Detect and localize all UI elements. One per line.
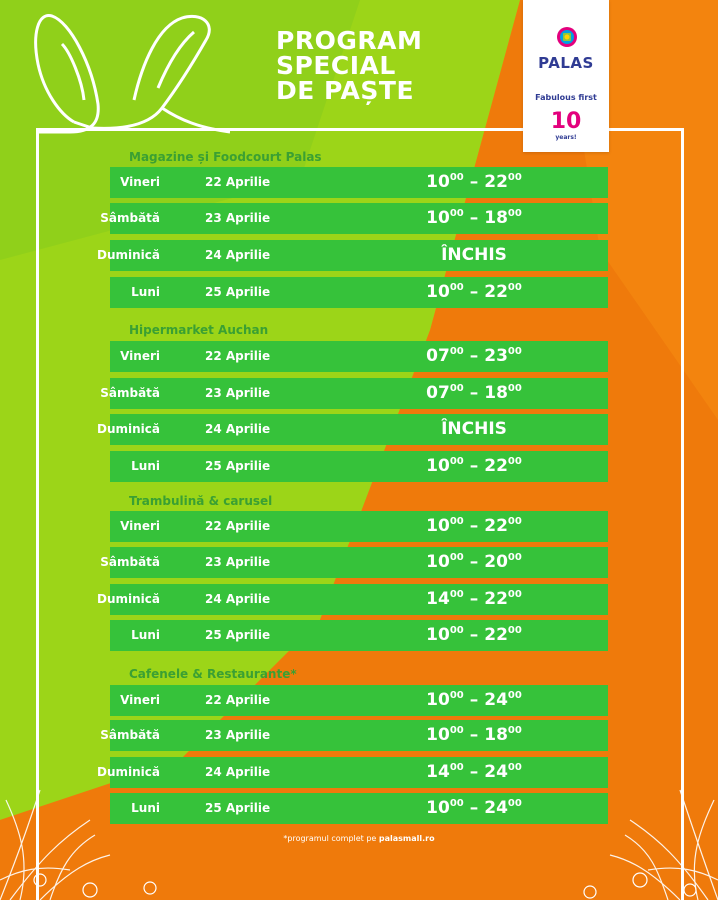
close-hour: 22 [484,172,508,192]
hours-separator: – [469,798,479,818]
row-day: Sâmbătă [100,386,160,400]
close-hour: 24 [484,762,508,782]
row-hours [396,277,552,308]
schedule-row [97,414,608,445]
row-hours [396,167,552,198]
anniversary-10-icon [550,104,582,136]
close-hour: 22 [484,625,508,645]
hours-separator: – [469,552,479,572]
section-title: Hipermarket Auchan [129,323,269,337]
row-date: 22 Aprilie [205,519,271,533]
row-date: 22 Aprilie [205,175,271,189]
row-day: Duminică [97,592,160,606]
hours-separator: – [469,172,479,192]
row-hours [396,511,552,542]
row-day: Sâmbătă [100,211,160,225]
row-hours [396,584,552,615]
open-minutes: 00 [449,282,464,293]
open-hour: 10 [426,625,450,645]
open-minutes: 00 [449,762,464,773]
close-minutes: 00 [507,172,522,183]
row-hours [396,203,552,234]
closed-label: ÎNCHIS [441,245,507,265]
palas-logo-icon [556,26,578,48]
schedule-row [110,451,608,482]
close-minutes: 00 [507,282,522,293]
brand-tagline: Fabulous first [535,93,597,102]
hours-separator: – [469,383,479,403]
open-hour: 10 [426,690,450,710]
close-minutes: 00 [507,208,522,219]
open-hour: 14 [426,589,450,609]
close-hour: 22 [484,589,508,609]
schedule-row [100,547,608,578]
open-minutes: 00 [449,625,464,636]
row-day: Duminică [97,765,160,779]
open-minutes: 00 [449,456,464,467]
schedule-row [110,167,608,198]
row-date: 23 Aprilie [205,211,271,225]
row-hours [396,341,552,372]
close-hour: 22 [484,282,508,302]
open-hour: 10 [426,516,450,536]
row-date: 25 Aprilie [205,459,271,473]
open-hour: 10 [426,798,450,818]
schedule-row [100,203,608,234]
hours-separator: – [469,456,479,476]
schedule-row [110,511,608,542]
close-hour: 18 [484,208,508,228]
row-day: Sâmbătă [100,555,160,569]
row-date: 25 Aprilie [205,628,271,642]
closed-label: ÎNCHIS [441,419,507,439]
footnote-text: *programul complet pe [283,834,379,843]
schedule-row [100,378,608,409]
close-minutes: 00 [507,589,522,600]
open-hour: 07 [426,383,450,403]
row-date: 22 Aprilie [205,693,271,707]
row-date: 25 Aprilie [205,285,271,299]
row-day: Sâmbătă [100,728,160,742]
schedule-row [110,341,608,372]
anniversary-number: 10 [550,109,582,134]
open-minutes: 00 [449,798,464,809]
open-minutes: 00 [449,690,464,701]
open-hour: 14 [426,762,450,782]
open-hour: 10 [426,725,450,745]
open-minutes: 00 [449,346,464,357]
grass-flowers-icon [0,730,718,900]
open-minutes: 00 [449,208,464,219]
close-minutes: 00 [507,625,522,636]
close-hour: 23 [484,346,508,366]
schedule-row [97,240,608,271]
row-day: Luni [131,628,160,642]
open-hour: 07 [426,346,450,366]
hours-separator: – [469,725,479,745]
palas-logo-card [523,0,609,152]
close-minutes: 00 [507,456,522,467]
row-day: Duminică [97,248,160,262]
row-hours [396,240,552,271]
close-minutes: 00 [507,762,522,773]
hours-separator: – [469,346,479,366]
section-title: Magazine și Foodcourt Palas [129,150,322,164]
row-day: Vineri [120,349,160,363]
row-day: Vineri [120,693,160,707]
close-hour: 18 [484,383,508,403]
close-hour: 22 [484,456,508,476]
row-day: Luni [131,459,160,473]
open-minutes: 00 [449,516,464,527]
close-hour: 20 [484,552,508,572]
open-hour: 10 [426,172,450,192]
row-hours [396,620,552,651]
row-day: Luni [131,285,160,299]
row-hours [396,685,552,716]
row-date: 23 Aprilie [205,386,271,400]
close-minutes: 00 [507,516,522,527]
hours-separator: – [469,208,479,228]
hours-separator: – [469,516,479,536]
title-line: PROGRAM [276,26,423,55]
close-hour: 18 [484,725,508,745]
open-minutes: 00 [449,725,464,736]
row-hours [396,378,552,409]
page-title [276,28,422,103]
open-hour: 10 [426,282,450,302]
title-line: SPECIAL [276,51,396,80]
row-date: 23 Aprilie [205,728,271,742]
close-minutes: 00 [507,725,522,736]
open-minutes: 00 [449,552,464,563]
row-date: 24 Aprilie [205,248,271,262]
hours-separator: – [469,690,479,710]
close-hour: 24 [484,798,508,818]
open-hour: 10 [426,208,450,228]
row-hours [396,451,552,482]
hours-separator: – [469,762,479,782]
close-hour: 24 [484,690,508,710]
section-title: Trambulină & carusel [129,494,273,508]
bunny-ears-icon [30,4,230,134]
row-date: 24 Aprilie [205,422,271,436]
hours-separator: – [469,282,479,302]
row-day: Duminică [97,422,160,436]
footnote-link[interactable]: palasmall.ro [378,834,435,843]
open-minutes: 00 [449,589,464,600]
title-line: DE PAȘTE [276,76,415,105]
open-hour: 10 [426,456,450,476]
row-day: Luni [131,801,160,815]
row-hours [396,547,552,578]
row-date: 24 Aprilie [205,592,271,606]
row-date: 25 Aprilie [205,801,271,815]
row-day: Vineri [120,519,160,533]
row-hours [396,414,552,445]
hours-separator: – [469,589,479,609]
row-date: 23 Aprilie [205,555,271,569]
hours-separator: – [469,625,479,645]
close-minutes: 00 [507,690,522,701]
close-hour: 22 [484,516,508,536]
brand-name: PALAS [538,54,594,72]
schedule-row [110,620,608,651]
row-day: Vineri [120,175,160,189]
row-date: 22 Aprilie [205,349,271,363]
schedule-row [97,584,608,615]
anniversary-suffix: years! [555,134,577,141]
schedule-row [110,685,608,716]
close-minutes: 00 [507,383,522,394]
close-minutes: 00 [507,798,522,809]
open-minutes: 00 [449,172,464,183]
schedule-row [110,277,608,308]
close-minutes: 00 [507,552,522,563]
open-hour: 10 [426,552,450,572]
row-date: 24 Aprilie [205,765,271,779]
open-minutes: 00 [449,383,464,394]
section-title: Cafenele & Restaurante* [129,667,297,681]
close-minutes: 00 [507,346,522,357]
